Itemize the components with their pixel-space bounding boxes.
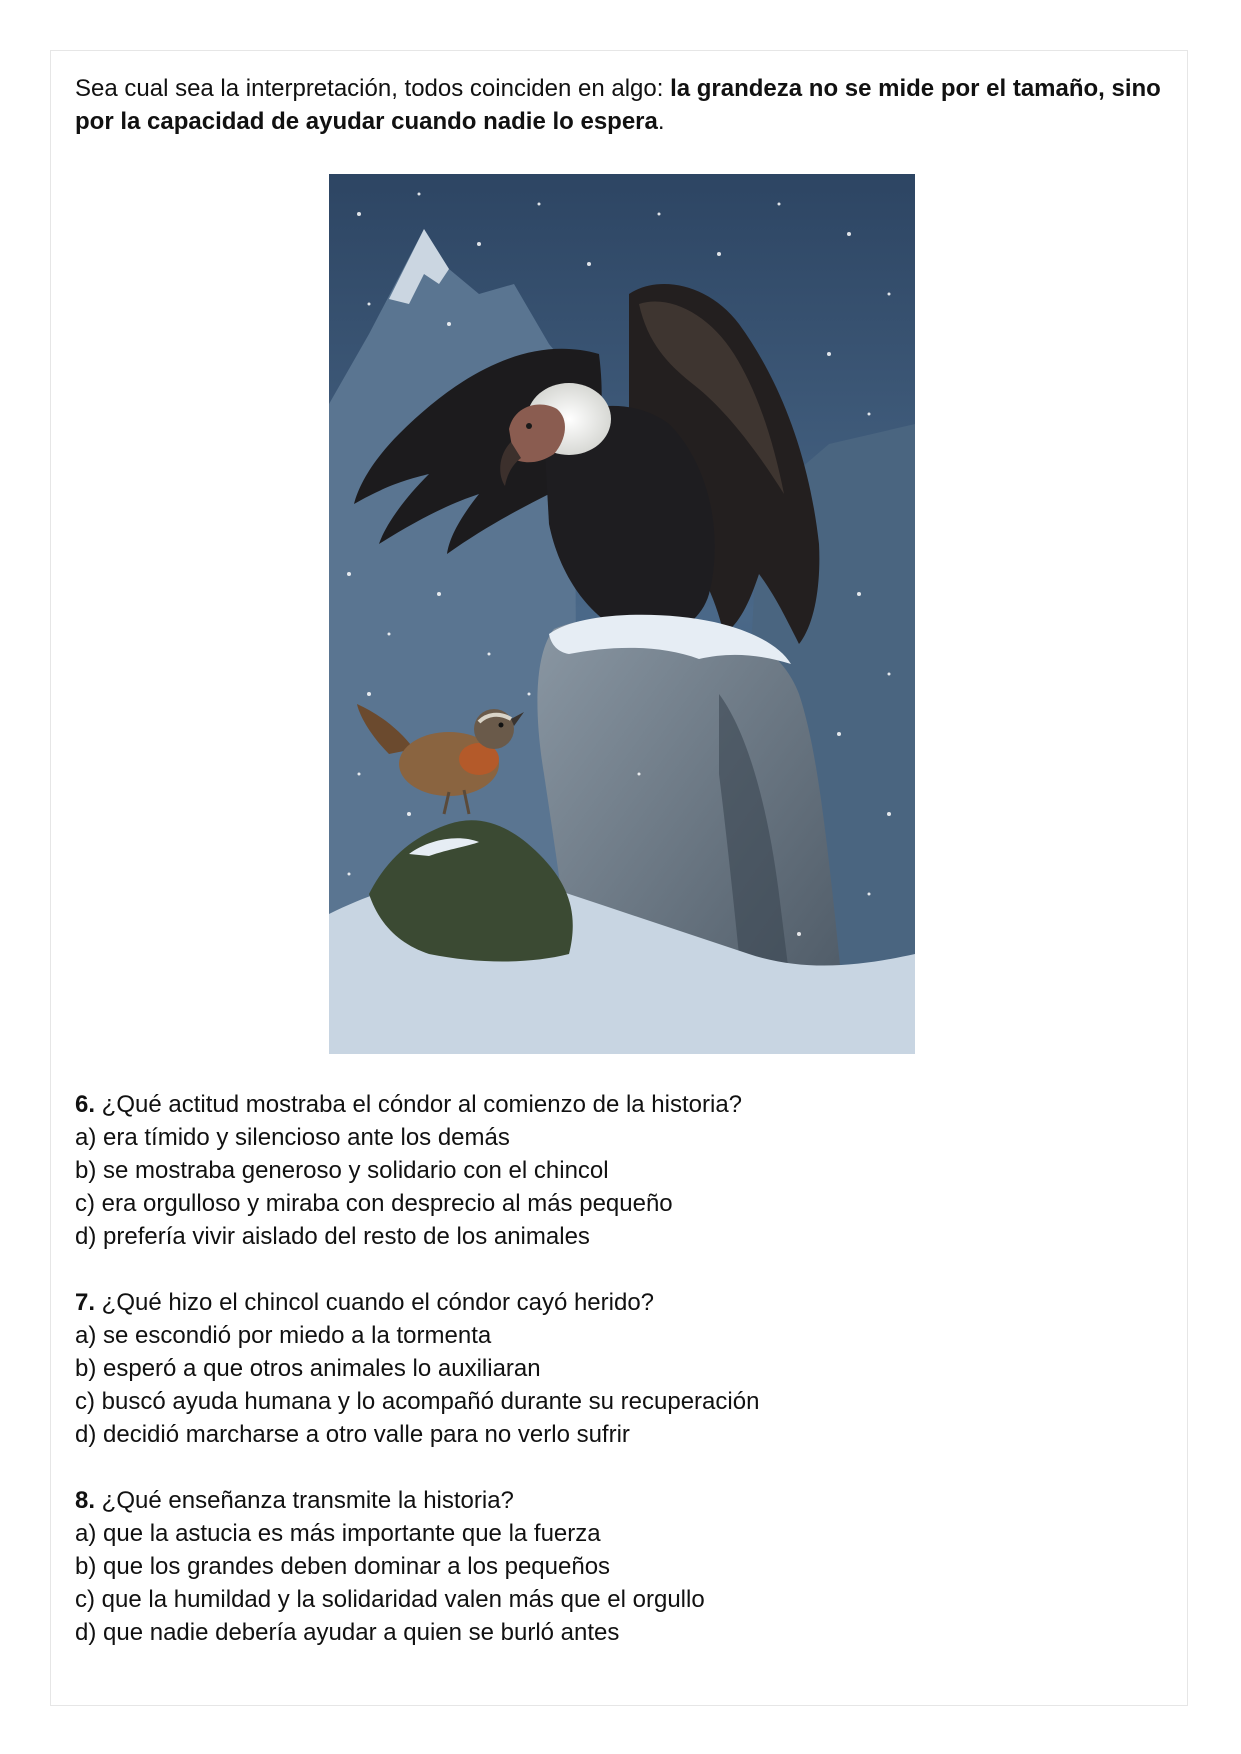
question-6 (75, 1088, 1173, 1253)
answer-option: d) prefería vivir aislado del resto de los animales (75, 1223, 590, 1250)
answer-option: a) se escondió por miedo a la tormenta (75, 1322, 492, 1349)
question-text: ¿Qué enseñanza transmite la historia? (95, 1487, 514, 1514)
answer-option: d) decidió marcharse a otro valle para no verlo sufrir (75, 1421, 630, 1448)
question-8 (75, 1484, 1173, 1649)
question-prompt (75, 1088, 1173, 1121)
questions-section (75, 1088, 1173, 1682)
answer-option: c) buscó ayuda humana y lo acompañó durante su recuperación (75, 1388, 760, 1415)
answer-option: d) que nadie debería ayudar a quien se burló antes (75, 1619, 620, 1646)
answer-option: c) era orgulloso y miraba con desprecio al más pequeño (75, 1190, 673, 1217)
intro-lead: Sea cual sea la interpretación, todos coinciden en algo: (75, 75, 671, 102)
question-number: 7. (75, 1289, 96, 1316)
answer-option: a) que la astucia es más importante que la fuerza (75, 1520, 601, 1547)
condor-eye (526, 423, 532, 429)
answer-option: a) era tímido y silencioso ante los demás (75, 1124, 510, 1151)
intro-paragraph (75, 72, 1173, 138)
chincol-eye (499, 723, 504, 728)
answer-option: c) que la humildad y la solidaridad valen más que el orgullo (75, 1586, 705, 1613)
question-prompt (75, 1484, 1173, 1517)
illustration-svg (329, 174, 915, 1054)
question-number: 6. (75, 1091, 96, 1118)
answer-option: b) esperó a que otros animales lo auxiliaran (75, 1355, 541, 1382)
question-number: 8. (75, 1487, 96, 1514)
question-text: ¿Qué actitud mostraba el cóndor al comienzo de la historia? (95, 1091, 743, 1118)
condor-chincol-illustration (329, 174, 915, 1054)
question-prompt (75, 1286, 1173, 1319)
question-text: ¿Qué hizo el chincol cuando el cóndor cayó herido? (95, 1289, 655, 1316)
answer-option: b) que los grandes deben dominar a los pequeños (75, 1553, 611, 1580)
intro-end: . (657, 108, 665, 135)
answer-option: b) se mostraba generoso y solidario con el chincol (75, 1157, 609, 1184)
question-7 (75, 1286, 1173, 1451)
intro-bold-statement: la grandeza no se mide por el tamaño, sino por la capacidad de ayudar cuando nadie lo espera (75, 75, 1161, 135)
